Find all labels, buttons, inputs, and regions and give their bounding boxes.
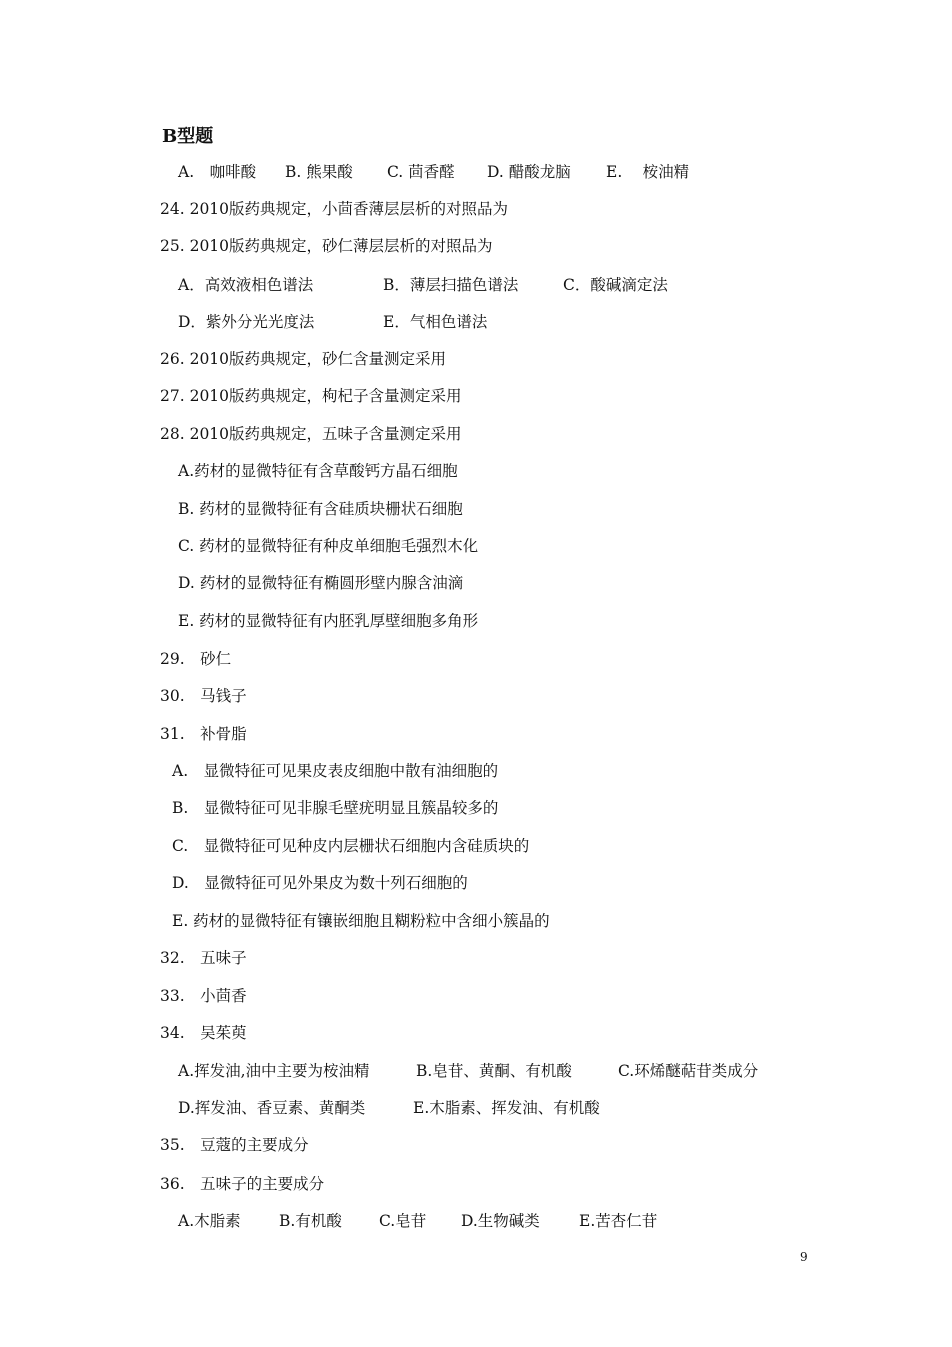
question-33: 33. 小茴香 bbox=[160, 987, 247, 1005]
question-35: 35. 豆蔻的主要成分 bbox=[160, 1136, 309, 1154]
option-item: B．薄层扫描色谱法 bbox=[383, 276, 519, 294]
option-item: C. 茴香醛 bbox=[387, 163, 455, 181]
section-heading: B型题 bbox=[162, 126, 214, 147]
question-36: 36. 五味子的主要成分 bbox=[160, 1175, 325, 1193]
option-item: A.挥发油,油中主要为桉油精 bbox=[178, 1062, 370, 1080]
option-item: C.环烯醚萜苷类成分 bbox=[618, 1062, 759, 1080]
option-item: C.皂苷 bbox=[379, 1212, 427, 1230]
option-line: A.药材的显微特征有含草酸钙方晶石细胞 bbox=[178, 462, 458, 480]
option-line: B. 显微特征可见非腺毛壁疣明显且簇晶较多的 bbox=[172, 799, 499, 817]
option-item: E.苦杏仁苷 bbox=[579, 1212, 658, 1230]
question-29: 29. 砂仁 bbox=[160, 650, 232, 668]
question-27: 27. 2010版药典规定，枸杞子含量测定采用 bbox=[160, 387, 462, 405]
question-32: 32. 五味子 bbox=[160, 949, 247, 967]
question-31: 31. 补骨脂 bbox=[160, 725, 247, 743]
option-item: D. 醋酸龙脑 bbox=[487, 163, 571, 181]
option-item: A．高效液相色谱法 bbox=[178, 276, 314, 294]
option-line: D. 药材的显微特征有椭圆形壁内腺含油滴 bbox=[178, 574, 464, 592]
question-26: 26. 2010版药典规定，砂仁含量测定采用 bbox=[160, 350, 447, 368]
question-25: 25. 2010版药典规定，砂仁薄层层析的对照品为 bbox=[160, 237, 493, 255]
option-item: E. 桉油精 bbox=[606, 163, 690, 181]
option-item: D.生物碱类 bbox=[461, 1212, 540, 1230]
option-item: A. 咖啡酸 bbox=[178, 163, 257, 181]
option-item: B.皂苷、黄酮、有机酸 bbox=[416, 1062, 572, 1080]
option-line: C. 显微特征可见种皮内层栅状石细胞内含硅质块的 bbox=[172, 837, 530, 855]
option-item: A.木脂素 bbox=[178, 1212, 241, 1230]
option-line: B. 药材的显微特征有含硅质块栅状石细胞 bbox=[178, 500, 463, 518]
question-30: 30. 马钱子 bbox=[160, 687, 247, 705]
page-number: 9 bbox=[800, 1250, 808, 1264]
option-item: E.木脂素、挥发油、有机酸 bbox=[413, 1099, 600, 1117]
option-item: E．气相色谱法 bbox=[383, 313, 488, 331]
option-line: A. 显微特征可见果皮表皮细胞中散有油细胞的 bbox=[172, 762, 499, 780]
option-line: E. 药材的显微特征有内胚乳厚壁细胞多角形 bbox=[178, 612, 479, 630]
option-line: E. 药材的显微特征有镶嵌细胞且糊粉粒中含细小簇晶的 bbox=[172, 912, 550, 930]
option-item: B. 熊果酸 bbox=[285, 163, 353, 181]
option-item: B.有机酸 bbox=[279, 1212, 342, 1230]
option-line: C. 药材的显微特征有种皮单细胞毛强烈木化 bbox=[178, 537, 479, 555]
option-item: D.挥发油、香豆素、黄酮类 bbox=[178, 1099, 366, 1117]
question-24: 24. 2010版药典规定，小茴香薄层层析的对照品为 bbox=[160, 200, 509, 218]
question-34: 34. 吴茱萸 bbox=[160, 1024, 247, 1042]
option-item: D．紫外分光光度法 bbox=[178, 313, 315, 331]
option-item: C．酸碱滴定法 bbox=[563, 276, 668, 294]
option-line: D. 显微特征可见外果皮为数十列石细胞的 bbox=[172, 874, 468, 892]
question-28: 28. 2010版药典规定，五味子含量测定采用 bbox=[160, 425, 462, 443]
